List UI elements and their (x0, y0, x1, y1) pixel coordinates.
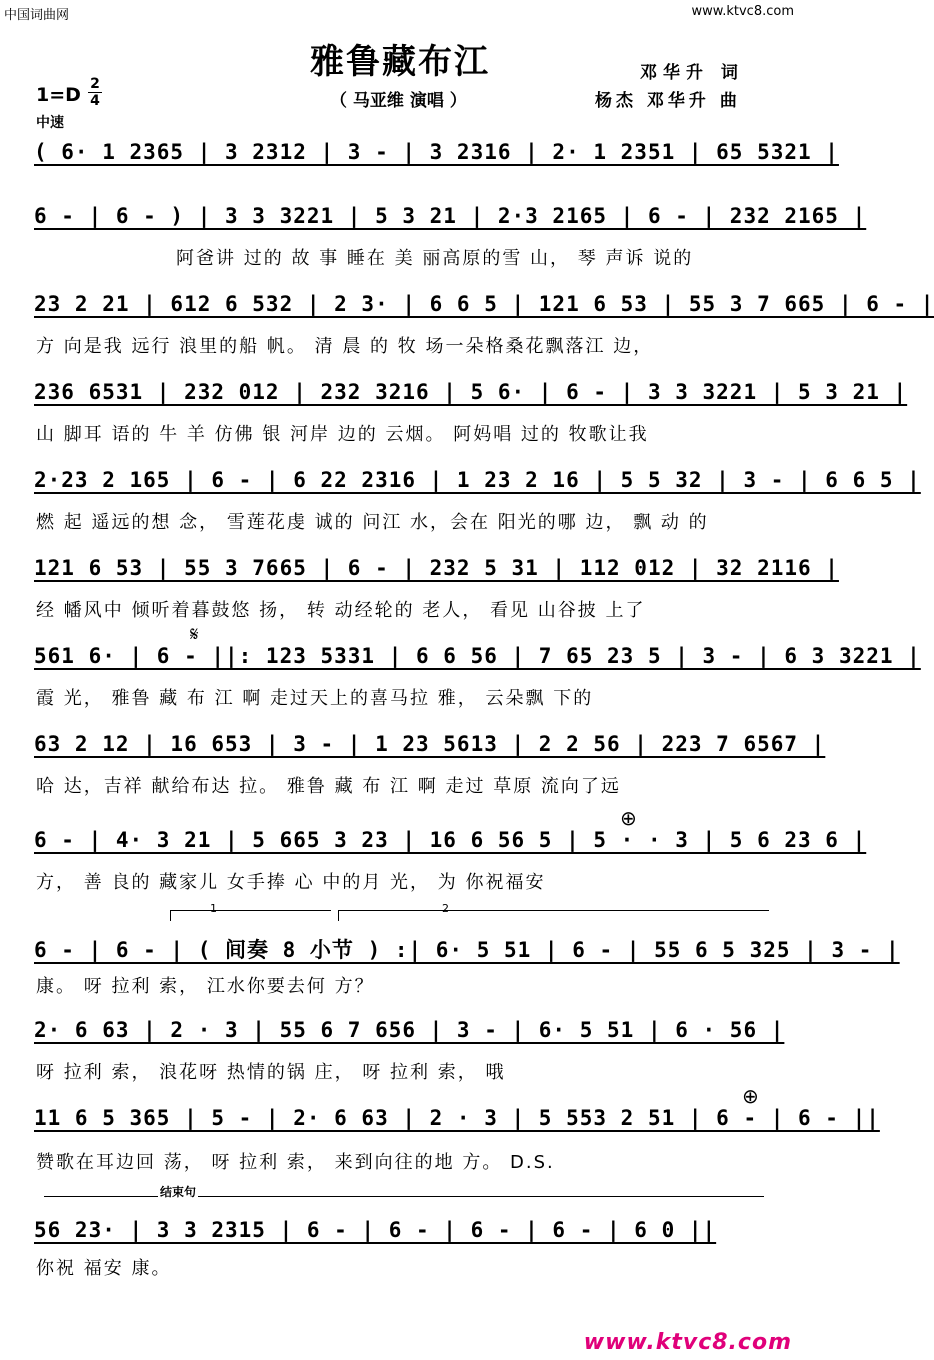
segno-sign: 𝄋 (190, 622, 199, 646)
lyrics-row: 哈 达，吉祥 献给布达 拉。 雅鲁 藏 布 江 啊 走过 草原 流向了远 (36, 776, 621, 797)
time-signature (88, 76, 102, 109)
coda-sign: ⊕ (620, 806, 637, 830)
tempo-marking: 中速 (36, 115, 64, 131)
volta-bracket-2 (338, 910, 769, 921)
notation-row: 11 6 5 365 | 5 - | 2· 6 63 | 2 · 3 | 5 553 2 51 | 6 - | 6 - || (34, 1106, 880, 1130)
lyrics-row: 阿爸讲 过的 故 事 睡在 美 丽高原的雪 山， 琴 声诉 说的 (176, 248, 694, 269)
notation-row: ( 6· 1 2365 | 3 2312 | 3 - | 3 2316 | 2· 1 2351 | 65 5321 | (34, 140, 839, 164)
lyrics-row: 康。 呀 拉利 索， 江水你要去何 方？ (36, 976, 375, 997)
notation-row: 63 2 12 | 16 653 | 3 - | 1 23 5613 | 2 2 56 | 223 7 6567 | (34, 732, 826, 756)
notation-row: 56 23· | 3 3 2315 | 6 - | 6 - | 6 - | 6 - | 6 0 || (34, 1218, 717, 1242)
singer-credit: （ 马亚维 演唱 ） (330, 91, 467, 111)
lyrics-row: 山 脚耳 语的 牛 羊 仿佛 银 河岸 边的 云烟。 阿妈唱 过的 牧歌让我 (36, 424, 649, 445)
volta-bracket-1 (170, 910, 331, 921)
composer-credit: 杨杰 邓华升 曲 (595, 91, 741, 111)
ending-bracket (44, 1196, 764, 1207)
lyrics-row: 经 幡风中 倾听着暮鼓悠 扬， 转 动经轮的 老人， 看见 山谷披 上了 (36, 600, 646, 621)
ending-label: 结束句 (160, 1185, 197, 1199)
coda-sign-end: ⊕ (742, 1084, 759, 1108)
site-name-left: 中国词曲网 (4, 8, 70, 23)
notation-row: 2·23 2 165 | 6 - | 6 22 2316 | 1 23 2 16 | 5 5 32 | 3 - | 6 6 5 | (34, 468, 921, 492)
notation-row: 121 6 53 | 55 3 7665 | 6 - | 232 5 31 | 112 012 | 32 2116 | (34, 556, 839, 580)
key-signature: 1=D (36, 84, 81, 106)
lyricist-credit: 邓华升 词 (640, 63, 744, 83)
lyrics-row: 赞歌在耳边回 荡， 呀 拉利 索， 来到向往的地 方。 D.S. (36, 1152, 555, 1173)
song-title: 雅鲁藏布江 (310, 42, 490, 82)
volta-number-2: 2 (442, 902, 449, 915)
notation-row: 23 2 21 | 612 6 532 | 2 3· | 6 6 5 | 121 6 53 | 55 3 7 665 | 6 - | (34, 292, 934, 316)
time-signature-top: 2 (88, 76, 102, 93)
footer-watermark: www.ktvc8.com (583, 1330, 792, 1355)
lyrics-row: 方， 善 良的 藏家儿 女手捧 心 中的月 光， 为 你祝福安 (36, 872, 546, 893)
lyrics-row: 你祝 福安 康。 (36, 1258, 172, 1279)
notation-row: 6 - | 6 - | ( 间奏 8 小节 ) :| 6· 5 51 | 6 - | 55 6 5 325 | 3 - | (34, 938, 900, 962)
notation-row: 236 6531 | 232 012 | 232 3216 | 5 6· | 6 - | 3 3 3221 | 5 3 21 | (34, 380, 908, 404)
notation-row: 561 6· | 6 - ||: 123 5331 | 6 6 56 | 7 65 23 5 | 3 - | 6 3 3221 | (34, 644, 921, 668)
notation-row: 2· 6 63 | 2 · 3 | 55 6 7 656 | 3 - | 6· 5 51 | 6 · 56 | (34, 1018, 785, 1042)
lyrics-row: 呀 拉利 索， 浪花呀 热情的锅 庄， 呀 拉利 索， 哦 (36, 1062, 506, 1083)
notation-row: 6 - | 6 - ) | 3 3 3221 | 5 3 21 | 2·3 2165 | 6 - | 232 2165 | (34, 204, 867, 228)
time-signature-bottom: 4 (90, 93, 100, 109)
lyrics-row: 燃 起 遥远的想 念， 雪莲花虔 诚的 问江 水，会在 阳光的哪 边， 飘 动 的 (36, 512, 709, 533)
lyrics-row: 方 向是我 远行 浪里的船 帆。 清 晨 的 牧 场一朵格桑花飘落江 边， (36, 336, 654, 357)
site-url-right: www.ktvc8.com (691, 4, 794, 19)
lyrics-row: 霞 光， 雅鲁 藏 布 江 啊 走过天上的喜马拉 雅， 云朵飘 下的 (36, 688, 594, 709)
notation-row: 6 - | 4· 3 21 | 5 665 3 23 | 16 6 56 5 | 5 · · 3 | 5 6 23 6 | (34, 828, 867, 852)
volta-number-1: 1 (210, 902, 217, 915)
